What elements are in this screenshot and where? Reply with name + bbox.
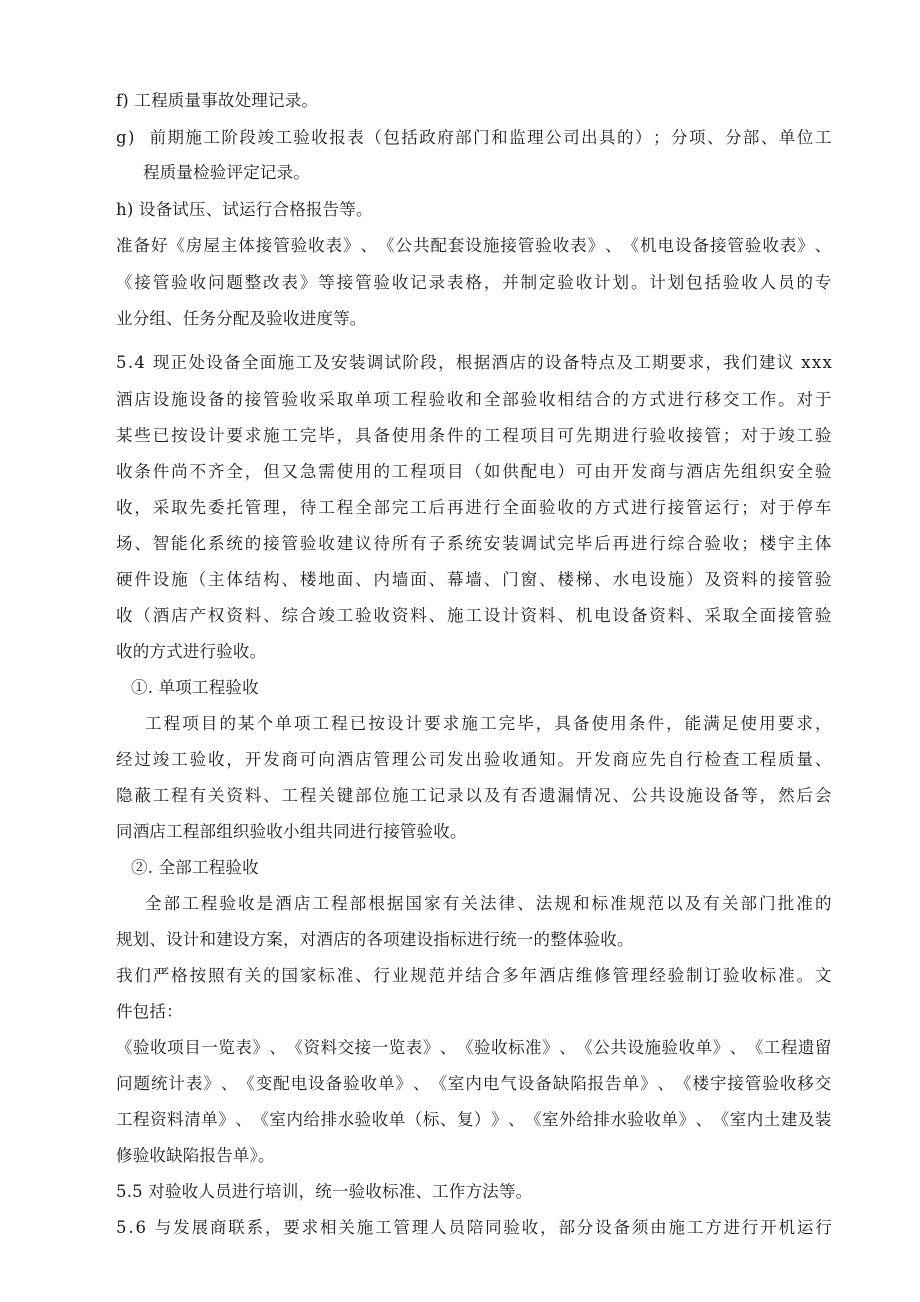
list-item-g: g ) 前 期 施 工 阶 段 竣 工 验 收 报 表 （ 包 括 政 府 部 门 和 监 理 公 司 出 具 的 ） ； 分 项 、 分 部 、 单 位 工 [116, 128, 832, 147]
paragraph-text: 我 们 严 格 按 照 有 关 的 国 家 标 准 、 行 业 规 范 并 结 合 多 年 酒 店 维 修 管 理 经 验 制 订 验 收 标 准 。 文 [116, 966, 832, 985]
paragraph-text: 收 ， 采 取 先 委 托 管 理 ， 待 工 程 全 部 完 工 后 再 进 行 全 面 验 收 的 方 式 进 行 接 管 运 行 ； 对 于 停 车 [116, 498, 832, 517]
paragraph-text: 准 备 好 《 房 屋 主 体 接 管 验 收 表 》 、 《 公 共 配 套 设 施 接 管 验 收 表 》 、 《 机 电 设 备 接 管 验 收 表 》 、 [116, 236, 832, 255]
paragraph-text: 工 程 项 目 的 某 个 单 项 工 程 已 按 设 计 要 求 施 工 完 毕 ， 具 备 使 用 条 件 ， 能 满 足 使 用 要 求 ， [145, 714, 832, 733]
paragraph-text: 收 条 件 尚 不 齐 全 ， 但 又 急 需 使 用 的 工 程 项 目 （ 如 供 配 电 ） 可 由 开 发 商 与 酒 店 先 组 织 安 全 验 [116, 462, 832, 481]
document-list: 工 程 资 料 清 单 》 、 《 室 内 给 排 水 验 收 单 （ 标 、 复 ） 》 、 《 室 外 给 排 水 验 收 单 》 、 《 室 内 土 建 及 装 [116, 1110, 832, 1129]
paragraph-text: 业分组、任务分配及验收进度等。 [116, 309, 367, 328]
paragraph-text: 硬 件 设 施 （ 主 体 结 构 、 楼 地 面 、 内 墙 面 、 幕 墙 、 门 窗 、 楼 梯 、 水 电 设 施 ） 及 资 料 的 接 管 验 [116, 570, 832, 589]
paragraph-text: 《 接 管 验 收 问 题 整 改 表 》 等 接 管 验 收 记 录 表 格 ， 并 制 定 验 收 计 划 。 计 划 包 括 验 收 人 员 的 专 [116, 273, 832, 292]
list-item-h: h) 设备试压、试运行合格报告等。 [116, 200, 373, 219]
paragraph-text: 收的方式进行验收。 [116, 642, 267, 661]
document-list: 《 验 收 项 目 一 览 表 》 、 《 资 料 交 接 一 览 表 》 、 《 验 收 标 准 》 、 《 公 共 设 施 验 收 单 》 、 《 工 程 遗 留 [116, 1038, 832, 1057]
paragraph-text: 规划、设计和建设方案，对酒店的各项建设指标进行统一的整体验收。 [116, 930, 634, 949]
paragraph-text: 酒 店 设 施 设 备 的 接 管 验 收 采 取 单 项 工 程 验 收 和 全 部 验 收 相 结 合 的 方 式 进 行 移 交 工 作 。 对 于 [116, 390, 832, 409]
paragraph-text: 件包括： [116, 1002, 183, 1021]
section-5-4: 5 . 4 现 正 处 设 备 全 面 施 工 及 安 装 调 试 阶 段 ， 根 据 酒 店 的 设 备 特 点 及 工 期 要 求 ， 我 们 建 议 x x x [116, 353, 832, 372]
document-list: 问 题 统 计 表 》 、 《 变 配 电 设 备 验 收 单 》 、 《 室 内 电 气 设 备 缺 陷 报 告 单 》 、 《 楼 宇 接 管 验 收 移 交 [116, 1074, 832, 1093]
paragraph-text: 某 些 已 按 设 计 要 求 施 工 完 毕 ， 具 备 使 用 条 件 的 工 程 项 目 可 先 期 进 行 验 收 接 管 ； 对 于 竣 工 验 [116, 426, 832, 445]
subheading-full-project: ②. 全部工程验收 [131, 858, 259, 877]
paragraph-text: 隐 蔽 工 程 有 关 资 料 、 工 程 关 键 部 位 施 工 记 录 以 及 有 否 遗 漏 情 况 、 公 共 设 施 设 备 等 ， 然 后 会 [116, 786, 832, 805]
list-item-g-cont: 程质量检验评定记录。 [143, 163, 310, 182]
section-5-5: 5.5 对验收人员进行培训，统一验收标准、工作方法等。 [116, 1182, 533, 1201]
paragraph-text: 全 部 工 程 验 收 是 酒 店 工 程 部 根 据 国 家 有 关 法 律 、 法 规 和 标 准 规 范 以 及 有 关 部 门 批 准 的 [145, 894, 832, 913]
paragraph-text: 场 、 智 能 化 系 统 的 接 管 验 收 建 议 待 所 有 子 系 统 安 装 调 试 完 毕 后 再 进 行 综 合 验 收 ； 楼 宇 主 体 [116, 534, 832, 553]
document-list: 修验收缺陷报告单》。 [116, 1146, 275, 1165]
subheading-single-project: ①. 单项工程验收 [131, 678, 259, 697]
paragraph-text: 同酒店工程部组织验收小组共同进行接管验收。 [116, 822, 467, 841]
list-item-f: f) 工程质量事故处理记录。 [116, 91, 319, 110]
section-5-6: 5 . 6 与 发 展 商 联 系 ， 要 求 相 关 施 工 管 理 人 员 陪 同 验 收 ， 部 分 设 备 须 由 施 工 方 进 行 开 机 运 行 [116, 1218, 832, 1237]
paragraph-text: 收 （ 酒 店 产 权 资 料 、 综 合 竣 工 验 收 资 料 、 施 工 设 计 资 料 、 机 电 设 备 资 料 、 采 取 全 面 接 管 验 [116, 606, 832, 625]
paragraph-text: 经 过 竣 工 验 收 ， 开 发 商 可 向 酒 店 管 理 公 司 发 出 验 收 通 知 。 开 发 商 应 先 自 行 检 查 工 程 质 量 、 [116, 750, 832, 769]
